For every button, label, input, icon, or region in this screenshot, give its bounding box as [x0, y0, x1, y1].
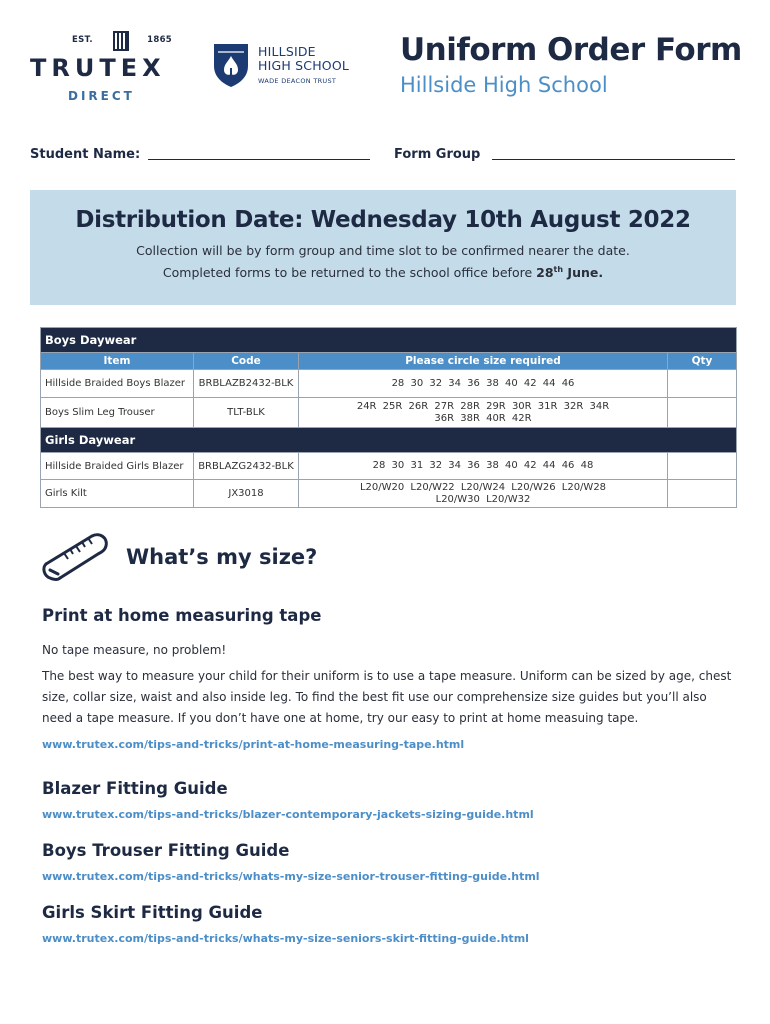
size-options[interactable] — [299, 398, 668, 428]
qty-cell[interactable] — [668, 370, 737, 398]
banner-deadline-text — [30, 265, 736, 280]
school-logo-line1: HILLSIDE — [258, 44, 316, 59]
est-label: EST. — [72, 35, 93, 45]
shield-icon — [212, 42, 250, 88]
distribution-date-title: Distribution Date: Wednesday 10th August 2022 — [75, 207, 691, 233]
size-line: L20/W20 L20/W22 L20/W24 L20/W26 L20/W28 — [359, 481, 607, 493]
section-label-boys: Boys Daywear — [41, 328, 737, 353]
size-options[interactable] — [299, 370, 668, 398]
size-line: 28 30 32 34 36 38 40 42 44 46 — [391, 377, 575, 389]
item-code: BRBLAZG2432-BLK — [194, 453, 299, 480]
qty-cell[interactable] — [668, 480, 737, 508]
direct-wordmark: DIRECT — [68, 89, 135, 103]
page-title: Uniform Order Form — [400, 32, 742, 68]
banner-collection-text: Collection will be by form group and time slot to be confirmed nearer the date. — [136, 243, 630, 258]
qty-cell[interactable] — [668, 453, 737, 480]
size-line: 28 30 31 32 34 36 38 40 42 44 46 48 — [372, 460, 594, 471]
school-logo-line2: HIGH SCHOOL — [258, 58, 350, 73]
tape-heading: Print at home measuring tape — [42, 606, 322, 625]
table-row — [41, 453, 737, 480]
header-item: Item — [41, 353, 194, 370]
deadline-day: 28 — [536, 265, 554, 281]
blazer-guide-link[interactable]: www.trutex.com/tips-and-tricks/blazer-contemporary-jackets-sizing-guide.html — [42, 808, 534, 821]
tape-link[interactable]: www.trutex.com/tips-and-tricks/print-at-home-measuring-tape.html — [42, 738, 465, 751]
deadline-month: June. — [563, 265, 604, 281]
measuring-tape-icon — [40, 528, 112, 586]
blazer-guide-heading: Blazer Fitting Guide — [42, 779, 228, 798]
school-logo-trust: WADE DEACON TRUST — [258, 77, 337, 85]
size-section-heading: What’s my size? — [126, 545, 318, 569]
size-line: 24R 25R 26R 27R 28R 29R 30R 31R 32R 34R — [356, 400, 610, 412]
size-line-2: 36R 38R 40R 42R — [434, 412, 532, 424]
table-row — [41, 398, 737, 428]
page-subtitle: Hillside High School — [400, 73, 608, 97]
school-logo-name — [258, 45, 349, 73]
header-qty: Qty — [668, 353, 737, 370]
est-year: 1865 — [147, 35, 172, 45]
size-options[interactable] — [299, 453, 668, 480]
item-name: Girls Kilt — [41, 480, 194, 508]
hillside-logo — [212, 40, 372, 90]
student-name-label: Student Name: — [30, 147, 141, 162]
deadline-day-suffix: th — [553, 265, 564, 274]
size-options[interactable] — [299, 480, 668, 508]
section-label-girls: Girls Daywear — [41, 428, 737, 453]
header-code: Code — [194, 353, 299, 370]
skirt-guide-link[interactable]: www.trutex.com/tips-and-tricks/whats-my-size-seniors-skirt-fitting-guide.html — [42, 932, 529, 945]
trutex-wordmark: TRUTEX — [30, 54, 166, 82]
item-code: TLT-BLK — [194, 398, 299, 428]
table-row — [41, 480, 737, 508]
form-group-field[interactable] — [492, 159, 735, 160]
qty-cell[interactable] — [668, 398, 737, 428]
est-row — [72, 34, 172, 50]
section-row-boys — [41, 328, 737, 353]
tape-body-text: The best way to measure your child for their uniform is to use a tape measure. Uniform can be sized by age, chest size, collar size, waist and also inside leg. To find the best fit use our comprehensize size guides but you’ll also need a tape measure. If you don’t have one at home, try our easy to print at home measuing tape. — [42, 669, 732, 725]
header-sizes: Please circle size required — [299, 353, 668, 370]
tape-intro-text: No tape measure, no problem! — [42, 643, 227, 657]
trouser-guide-link[interactable]: www.trutex.com/tips-and-tricks/whats-my-size-senior-trouser-fitting-guide.html — [42, 870, 540, 883]
deadline-prefix: Completed forms to be returned to the school office before — [162, 265, 537, 281]
trouser-guide-heading: Boys Trouser Fitting Guide — [42, 841, 290, 860]
item-name: Boys Slim Leg Trouser — [41, 398, 194, 428]
skirt-guide-heading: Girls Skirt Fitting Guide — [42, 903, 263, 922]
order-table — [40, 327, 737, 508]
item-name: Hillside Braided Boys Blazer — [41, 370, 194, 398]
table-header-row — [41, 353, 737, 370]
section-row-girls — [41, 428, 737, 453]
distribution-banner — [30, 190, 736, 305]
trutex-logo — [28, 26, 178, 106]
table-row — [41, 370, 737, 398]
size-line-2: L20/W30 L20/W32 — [435, 493, 531, 505]
form-group-label: Form Group — [394, 147, 481, 162]
item-code: JX3018 — [194, 480, 299, 508]
student-name-field[interactable] — [148, 159, 370, 160]
book-icon — [110, 30, 132, 52]
item-code: BRBLAZB2432-BLK — [194, 370, 299, 398]
item-name: Hillside Braided Girls Blazer — [41, 453, 194, 480]
